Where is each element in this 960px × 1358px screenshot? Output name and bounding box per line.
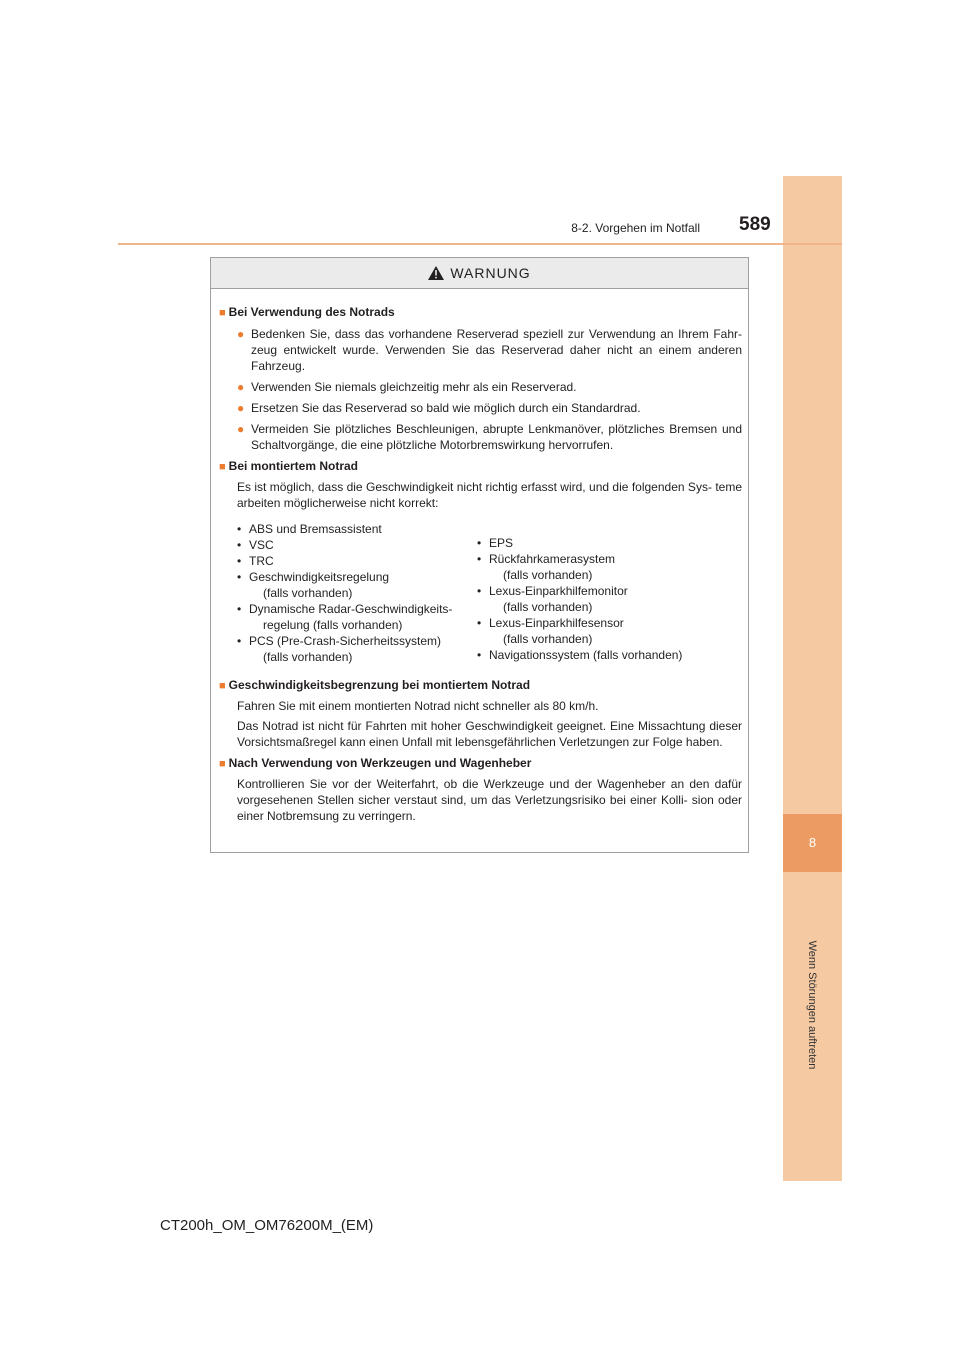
page-number: 589 (739, 214, 771, 235)
list-item: • Geschwindigkeitsregelung (falls vorhanden) (237, 570, 390, 600)
list-item: • TRC (237, 554, 274, 568)
warning-body (211, 289, 748, 824)
list-item: ● Verwenden Sie niemals gleichzeitig mehr als ein Reserverad. (237, 380, 577, 394)
system-lists (235, 521, 742, 665)
system-list-right (475, 535, 735, 665)
circle-bullet-icon: ● (237, 380, 245, 394)
system-list-left (235, 521, 475, 665)
circle-bullet-icon: ● (237, 327, 245, 341)
circle-bullet-icon: ● (237, 422, 245, 436)
warning-header (211, 258, 748, 289)
list-item: • ABS und Bremsassistent (237, 522, 382, 536)
paragraph: Das Notrad ist nicht für Fahrten mit hoher Geschwindigkeit geeignet. Eine Missachtung dieser Vorsichtsmaßregel kann einen Unfall mit lebensgefährlichen Verletzungen zur Folge haben. (237, 719, 742, 749)
chapter-number: 8 (783, 814, 842, 872)
list-item: • Lexus-Einparkhilfesensor (falls vorhanden) (477, 616, 624, 646)
section-heading: ■ Bei Verwendung des Notrads (219, 305, 395, 319)
section-heading: ■ Nach Verwendung von Werkzeugen und Wagenheber (219, 756, 532, 770)
square-bullet-icon: ■ (219, 461, 226, 473)
section-title: 8-2. Vorgehen im Notfall (571, 221, 700, 235)
list-item: • Dynamische Radar-Geschwindigkeits- regelung (falls vorhanden) (237, 602, 453, 632)
square-bullet-icon: ■ (219, 758, 226, 770)
paragraph: Kontrollieren Sie vor der Weiterfahrt, ob die Werkzeuge und der Wagenheber an den dafür vorgesehenen Stellen sicher verstaut sind, um das Verletzungsrisiko bei einer Kolli- sion oder einer Notbremsung zu verringern. (237, 777, 742, 823)
list-item: • Lexus-Einparkhilfemonitor (falls vorhanden) (477, 584, 628, 614)
paragraph: Es ist möglich, dass die Geschwindigkeit nicht richtig erfasst wird, und die folgenden Sys- teme arbeiten möglicherweise nicht korrekt: (237, 480, 742, 510)
list-item: • PCS (Pre-Crash-Sicherheitssystem) (falls vorhanden) (237, 634, 442, 664)
warning-triangle-icon (428, 266, 444, 280)
paragraph: Fahren Sie mit einem montierten Notrad nicht schneller als 80 km/h. (237, 699, 599, 713)
list-item: • Navigationssystem (falls vorhanden) (477, 648, 683, 662)
document-code: CT200h_OM_OM76200M_(EM) (160, 1217, 374, 1234)
list-item: • EPS (477, 536, 514, 550)
section-heading: ■ Geschwindigkeitsbegrenzung bei montiertem Notrad (219, 678, 531, 692)
section-heading: ■ Bei montiertem Notrad (219, 459, 359, 473)
list-item: • Rückfahrkamerasystem (falls vorhanden) (477, 552, 616, 582)
warning-title: WARNUNG (450, 265, 531, 281)
list-item: ● Bedenken Sie, dass das vorhandene Reserverad speziell zur Verwendung an Ihrem Fahr- zeug entwickelt wurde. Verwenden Sie das Reserverad daher nicht an einem anderen Fahrzeug. (237, 327, 742, 373)
list-item: • VSC (237, 538, 274, 552)
list-item: ● Vermeiden Sie plötzliches Beschleunigen, abrupte Lenkmanöver, plötzliches Bremsen und Schaltvorgänge, die eine plötzliche Motorbremswirkung hervorrufen. (237, 422, 742, 452)
chapter-title: Wenn Störungen auftreten (806, 940, 818, 1070)
warning-box (210, 257, 749, 853)
square-bullet-icon: ■ (219, 680, 226, 692)
square-bullet-icon: ■ (219, 307, 226, 319)
circle-bullet-icon: ● (237, 401, 245, 415)
list-item: ● Ersetzen Sie das Reserverad so bald wie möglich durch ein Standardrad. (237, 401, 641, 415)
header-divider (118, 243, 842, 245)
